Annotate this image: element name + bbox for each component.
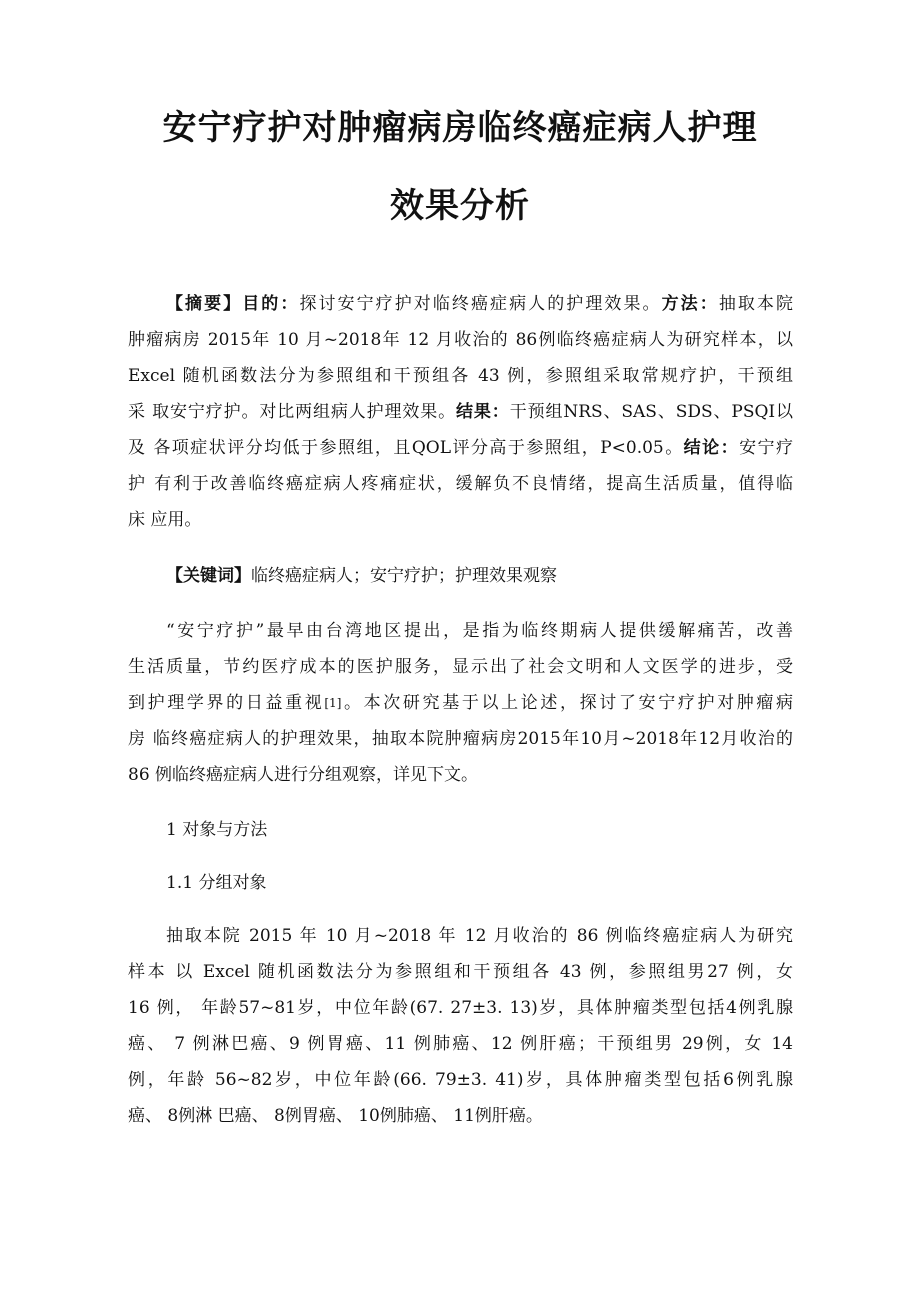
section-1-1-line-3: 16 例， 年龄57~81岁，中位年龄(67. 27±3. 13)岁，具体肿瘤类型包括4例乳腺: [128, 998, 793, 1018]
abstract-result-cont: 及 各项症状评分均低于参照组，且QOL评分高于参照组，P<0.05。: [128, 438, 684, 458]
section-heading-1: 1 对象与方法: [166, 820, 268, 840]
abstract-method-cont: 采 取安宁疗护。对比两组病人护理效果。: [128, 402, 457, 422]
section-1-1-line-1: 抽取本院 2015 年 10 月~2018 年 12 月收治的 86 例临终癌症病人为研究: [166, 926, 793, 946]
abstract-line-6: 护 有利于改善临终癌症病人疼痛症状，缓解负不良情绪，提高生活质量，值得临: [128, 474, 793, 494]
section-1-1-line-4: 癌、 7 例淋巴癌、9 例胃癌、11 例肺癌、12 例肝癌；干预组男 29例，女 14: [128, 1034, 793, 1054]
intro-line-4: 房 临终癌症病人的护理效果，抽取本院肿瘤病房2015年10月~2018年12月收治的: [128, 729, 793, 749]
abstract-purpose-text: 探讨安宁疗护对临终癌症病人的护理效果。: [299, 294, 662, 314]
section-1-1-line-2: 样本 以 Excel 随机函数法分为参照组和干预组各 43 例，参照组男27 例，女: [128, 962, 793, 982]
abstract-conclusion-text: 安宁疗: [739, 438, 793, 458]
section-heading-1-1: 1.1 分组对象: [166, 873, 267, 893]
intro-line-5: 86 例临终癌症病人进行分组观察，详见下文。: [128, 765, 479, 785]
citation-ref: [1]: [324, 696, 342, 710]
abstract-conclusion-label: 结论：: [683, 438, 740, 458]
abstract-line-2: 肿瘤病房 2015年 10 月~2018年 12 月收治的 86例临终癌症病人为研究样本，以: [128, 330, 793, 350]
document-title-line-2: 效果分析: [390, 186, 530, 226]
section-1-1-line-5: 例，年龄 56~82岁，中位年龄(66. 79±3. 41)岁，具体肿瘤类型包括6例乳腺: [128, 1070, 793, 1090]
intro-text-3b: 。本次研究基于以上论述，探讨了安宁疗护对肿瘤病: [341, 693, 793, 713]
abstract-line-3: Excel 随机函数法分为参照组和干预组各 43 例，参照组采取常规疗护，干预组: [128, 366, 793, 386]
document-title-line-1: 安宁疗护对肿瘤病房临终癌症病人护理: [162, 108, 758, 148]
keywords-text: 临终癌症病人；安宁疗护；护理效果观察: [251, 566, 557, 586]
intro-line-1: “安宁疗护”最早由台湾地区提出，是指为临终期病人提供缓解痛苦，改善: [166, 621, 793, 641]
abstract-line-7: 床 应用。: [128, 510, 202, 530]
section-1-1-line-6: 癌、 8例淋 巴癌、 8例胃癌、 10例肺癌、 11例肝癌。: [128, 1106, 543, 1126]
abstract-method-label: 方法：: [661, 294, 719, 314]
abstract-line-4: [128, 398, 793, 426]
abstract-line-5: [128, 434, 793, 462]
intro-text-3a: 到护理学界的日益重视: [128, 693, 325, 713]
abstract-line-1: [166, 290, 793, 318]
keywords-line: [166, 562, 793, 590]
abstract-purpose-label: 目的：: [242, 294, 300, 314]
abstract-label: 【摘要】: [166, 294, 243, 314]
abstract-result-label: 结果：: [456, 402, 510, 422]
intro-line-3: [128, 689, 793, 717]
intro-line-2: 生活质量，节约医疗成本的医护服务，显示出了社会文明和人文医学的进步，受: [128, 657, 793, 677]
abstract-method-text: 抽取本院: [718, 294, 793, 314]
abstract-result-text: 干预组NRS、SAS、SDS、PSQI以: [509, 402, 793, 422]
keywords-label: 【关键词】: [166, 566, 251, 586]
